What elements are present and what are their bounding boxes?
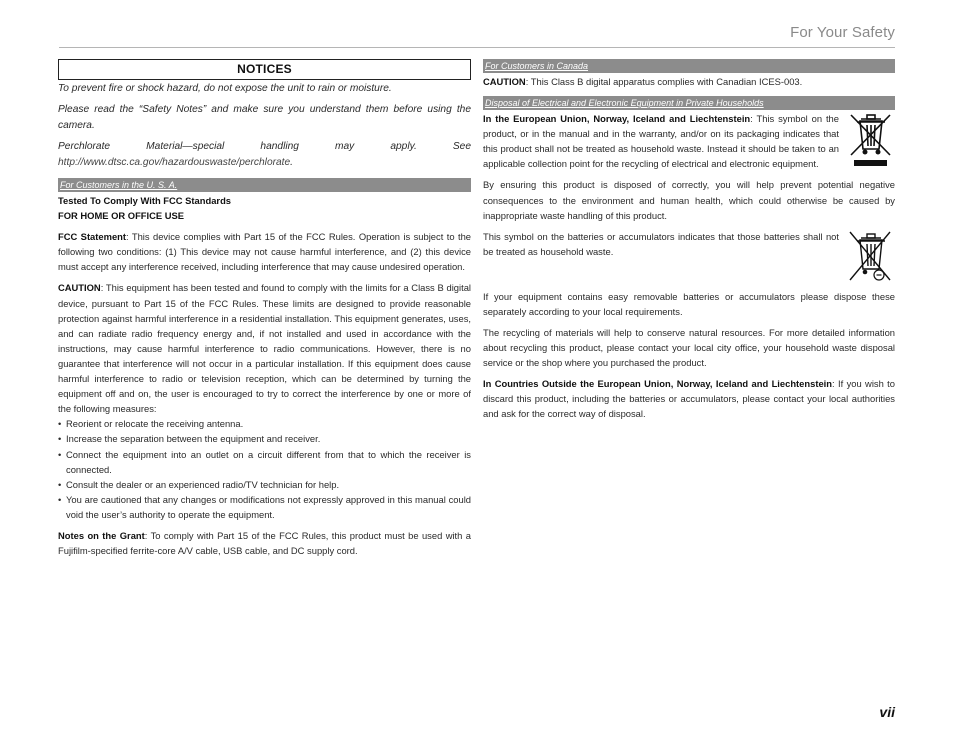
eu-disposal-body: : This symbol on the product, or in the manual and in the warranty, and/or on its packaging indicates that this product shall not be treated as household waste. Instead it should be taken to an applicable collection point for the recycling of electrical and electronic equipment. xyxy=(483,113,839,170)
canada-caution-label: CAUTION xyxy=(483,76,526,87)
list-item: • Consult the dealer or an experienced radio/TV technician for help. xyxy=(58,477,471,492)
perchlorate-notice xyxy=(58,139,471,171)
disposal-section-heading: Disposal of Electrical and Electronic Equipment in Private Households xyxy=(483,96,895,110)
notices-title: NOTICES xyxy=(58,59,471,80)
fcc-caution-text: : This equipment has been tested and found to comply with the limits for a Class B digital device, pursuant to Part 15 of the FCC Rules. These limits are designed to provide reasonable protection against harmful interference in a residential installation. This equipment generates, uses, and can radiate radio frequency energy and, if not installed and used in accordance with the instructions, may cause harmful interference to radio communications. However, there is no guarantee that interference will not occur in a particular installation. If this equipment does cause harmful interference to radio or television reception, which can be determined by turning the equipment off and on, the user is encouraged to try to correct the interference by one or more of the following measures: xyxy=(58,282,471,415)
grant-notes-text: : To comply with Part 15 of the FCC Rules, this product must be used with a Fujifilm-specified ferrite-core A/V cable, USB cable, and DC supply cord. xyxy=(58,529,471,557)
page-header-title: For Your Safety xyxy=(790,24,895,41)
right-column xyxy=(483,59,895,422)
crossed-out-wheeled-bin-icon xyxy=(847,111,893,169)
fcc-caution xyxy=(58,280,471,416)
fcc-statement-text: : This device complies with Part 15 of the FCC Rules. Operation is subject to the following two conditions: (1) This device may not cause harmful interference, and (2) this device must accept any interference received, including interference that may cause undesired operation. xyxy=(58,231,471,273)
outside-eu-label: In Countries Outside the European Union, Norway, Iceland and Liechtenstein xyxy=(483,378,832,390)
page-number: vii xyxy=(879,704,895,720)
perchlorate-end: . xyxy=(290,157,294,168)
usa-section-heading: For Customers in the U. S. A. xyxy=(58,178,471,192)
eu-disposal-text xyxy=(483,111,839,171)
fcc-tested-label: Tested To Comply With FCC Standards xyxy=(58,195,232,206)
eu-disposal-label: In the European Union, Norway, Iceland and Liechtenstein xyxy=(483,113,751,125)
moisture-warning: To prevent fire or shock hazard, do not expose the unit to rain or moisture. xyxy=(58,83,392,94)
grant-notes-label: Notes on the Grant xyxy=(58,529,145,541)
interference-measures-list xyxy=(58,416,471,522)
fcc-statement xyxy=(58,229,471,274)
canada-caution-text: : This Class B digital apparatus complies with Canadian ICES-003. xyxy=(525,76,803,87)
weee-symbol xyxy=(845,111,895,171)
list-item: • Connect the equipment into an outlet on a circuit different from that to which the receiver is connected. xyxy=(58,447,471,477)
battery-disposal-row xyxy=(483,229,895,283)
outside-eu-text: : If you wish to discard this product, including the batteries or accumulators, please contact your local authorities and ask for the correct way of disposal. xyxy=(483,378,896,420)
safety-notes-reminder: Please read the “Safety Notes” and make sure you understand them before using the camera. xyxy=(58,104,471,131)
outside-eu-disposal xyxy=(483,376,895,421)
canada-caution xyxy=(483,74,895,89)
battery-disposal-text: This symbol on the batteries or accumulators indicates that those batteries shall not be treated as household waste. xyxy=(483,230,839,257)
perchlorate-link[interactable]: http://www.dtsc.ca.gov/hazardouswaste/perchlorate xyxy=(58,157,291,168)
recycling-text: The recycling of materials will help to conserve natural resources. For more detailed information about recycling this product, please contact your local city office, your household waste disposal service or the shop where you purchased the product. xyxy=(483,326,895,369)
removable-batteries-text: If your equipment contains easy removable batteries or accumulators please dispose these separately according to your local requirements. xyxy=(483,290,895,317)
grant-notes xyxy=(58,528,471,558)
canada-section-heading: For Customers in Canada xyxy=(483,59,895,73)
fcc-statement-label: FCC Statement xyxy=(58,231,127,243)
list-item: • Increase the separation between the equipment and receiver. xyxy=(58,431,471,446)
list-item: • You are cautioned that any changes or modifications not expressly approved in this manual could void the user’s authority to operate the equipment. xyxy=(58,492,471,522)
left-column xyxy=(58,59,471,558)
home-office-label: FOR HOME OR OFFICE USE xyxy=(58,210,185,222)
list-item: • Reorient or relocate the receiving antenna. xyxy=(58,416,471,431)
eu-disposal-row xyxy=(483,111,895,171)
battery-symbol xyxy=(845,229,895,283)
fcc-caution-label: CAUTION xyxy=(58,282,101,294)
header-rule xyxy=(59,47,895,48)
perchlorate-text: Perchlorate Material—special handling may apply. See xyxy=(58,141,471,152)
crossed-out-bin-battery-icon xyxy=(847,229,893,283)
ensuring-disposal-text: By ensuring this product is disposed of correctly, you will help prevent potential negative consequences to the environment and human health, which could otherwise be caused by inappropriate waste handling of this product. xyxy=(483,179,895,221)
